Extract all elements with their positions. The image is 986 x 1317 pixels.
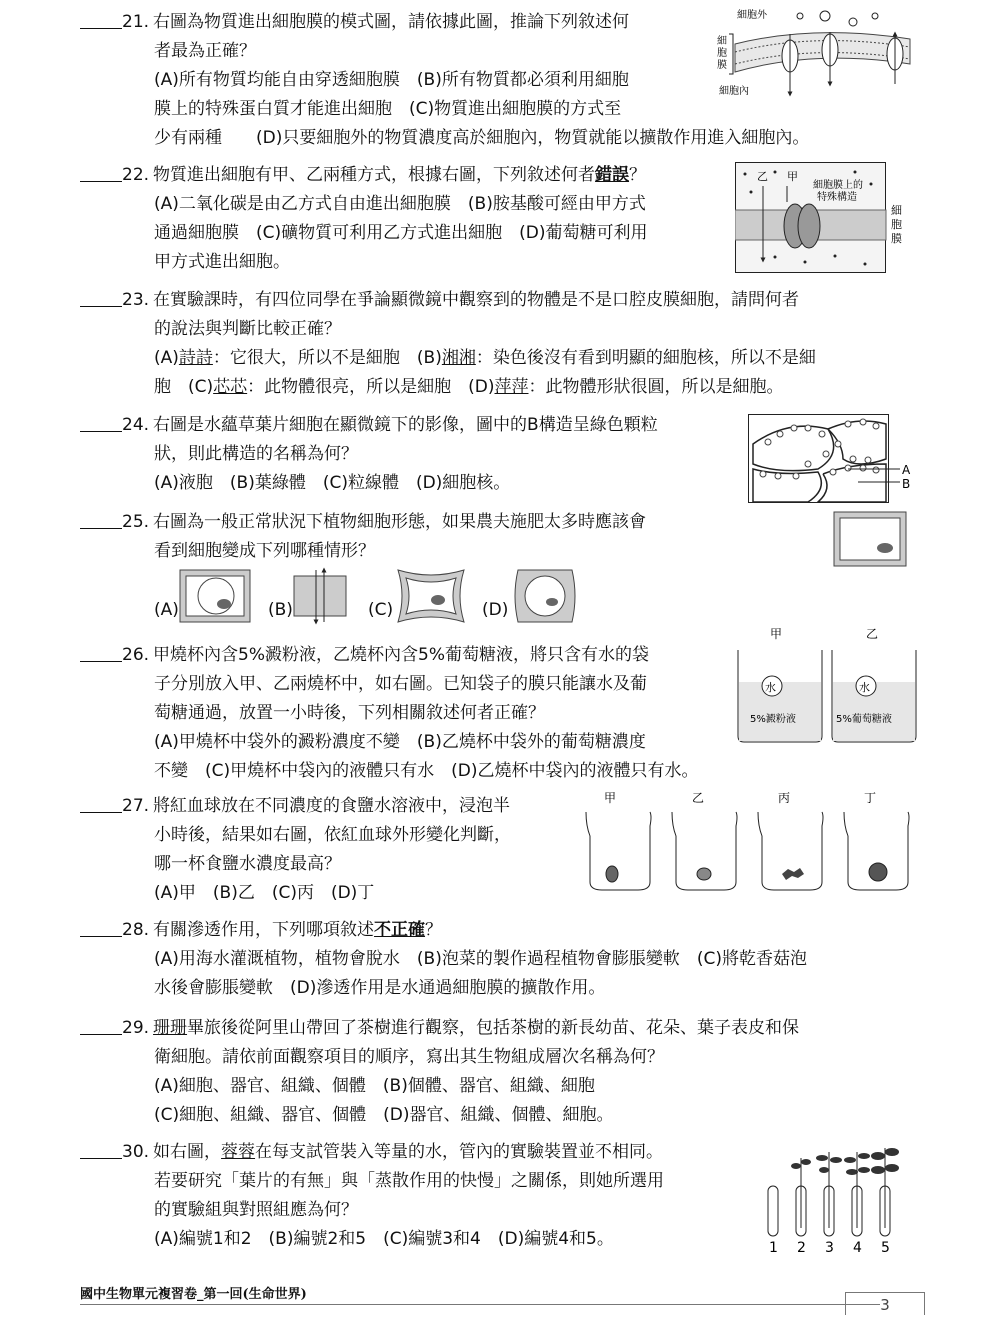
question-text: 者最為正確？: [154, 41, 256, 61]
option-text: (A): [154, 348, 179, 368]
student-name: 芯芯: [213, 377, 248, 397]
question-text: 畢旅後從阿里山帶回了茶樹進行觀察，包括茶樹的新長幼苗、花朵、葉子表皮和保: [187, 1018, 800, 1038]
question-text: 小時後，結果如右圖，依紅血球外形變化判斷，: [154, 825, 511, 845]
answer-blank[interactable]: [80, 510, 122, 529]
membrane-side-label: 細: [891, 204, 902, 217]
question-number: 28.: [122, 920, 150, 940]
question-number: 25.: [122, 512, 150, 532]
answer-blank[interactable]: [80, 794, 122, 813]
answer-blank[interactable]: [80, 1016, 122, 1035]
student-name: 湘湘: [441, 348, 476, 368]
option-text: ：此物體形狀很圓，所以是細胞。: [528, 377, 784, 397]
tube-number: 1: [769, 1240, 778, 1256]
question-29: [80, 1014, 799, 1130]
tube-number: 2: [797, 1240, 806, 1256]
question-number: 29.: [122, 1018, 150, 1038]
water-bag-label: 水: [859, 681, 870, 694]
question-text: 狀，則此構造的名稱為何？: [154, 444, 358, 464]
beaker-label: 甲: [604, 791, 617, 805]
transport-figure: [735, 162, 915, 274]
student-name: 蓉蓉: [221, 1142, 256, 1162]
option-text: 不變 (C)甲燒杯中袋內的液體只有水 (D)乙燒杯中袋內的液體只有水。: [154, 761, 699, 781]
footer-title: 國中生物單元複習卷_第一回(生命世界): [80, 1287, 307, 1302]
beaker-label: 丙: [778, 791, 791, 805]
two-beakers-figure: [734, 624, 920, 746]
option-text: (A)甲 (B)乙 (C)丙 (D)丁: [154, 883, 375, 903]
answer-blank[interactable]: [80, 10, 122, 29]
question-number: 21.: [122, 12, 150, 32]
membrane-label: 胞: [717, 48, 727, 59]
option-b: (B): [268, 600, 293, 620]
option-text: (A)二氧化碳是由乙方式自由進出細胞膜 (B)胺基酸可經由甲方式: [154, 194, 646, 214]
option-b-cell-icon: [290, 566, 350, 626]
option-c: (C): [368, 600, 394, 620]
question-text: 物質進出細胞有甲、乙兩種方式，根據右圖，下列敘述何者: [153, 165, 596, 185]
method-yi-label: 乙: [757, 170, 768, 183]
label-a: A: [902, 463, 911, 477]
protein-label: 特殊構造: [817, 192, 857, 203]
beaker-label: 丁: [864, 791, 877, 805]
option-text: ：它很大，所以不是細胞 (B): [212, 348, 442, 368]
protein-label: 細胞膜上的: [813, 180, 863, 191]
question-21: [80, 8, 809, 153]
four-beakers-figure: [582, 786, 912, 894]
option-text: ：此物體很亮，所以是細胞 (D): [247, 377, 495, 397]
option-text: 膜上的特殊蛋白質才能進出細胞 (C)物質進出細胞膜的方式至: [154, 99, 622, 119]
option-text: ：染色後沒有看到明顯的細胞核，所以不是細: [475, 348, 816, 368]
question-number: 26.: [122, 645, 150, 665]
starch-solution-label: 5%澱粉液: [750, 714, 796, 725]
question-text: 將紅血球放在不同濃度的食鹽水溶液中，浸泡半: [153, 796, 511, 816]
option-text: (A)所有物質均能自由穿透細胞膜 (B)所有物質都必須利用細胞: [154, 70, 629, 90]
question-number: 22.: [122, 165, 150, 185]
question-23: [80, 286, 816, 402]
option-text: (A)編號1和2 (B)編號2和5 (C)編號3和4 (D)編號4和5。: [154, 1229, 614, 1249]
membrane-outside-label: 細胞外: [737, 10, 767, 21]
answer-blank[interactable]: [80, 1140, 122, 1159]
question-text: 在每支試管裝入等量的水，管內的實驗裝置並不相同。: [255, 1142, 664, 1162]
membrane-label: 膜: [717, 60, 727, 71]
question-text: 衛細胞。請依前面觀察項目的順序，寫出其生物組成層次名稱為何？: [154, 1047, 664, 1067]
option-text: (A)細胞、器官、組織、個體 (B)個體、器官、組織、細胞: [154, 1076, 595, 1096]
question-text: 萄糖通過，放置一小時後，下列相關敘述何者正確？: [154, 703, 545, 723]
emphasis-text: 錯誤: [595, 165, 630, 185]
option-text: 胞 (C): [154, 377, 214, 397]
option-text: (A)用海水灌溉植物，植物會脫水 (B)泡菜的製作過程植物會膨脹變軟 (C)將乾香菇泡: [154, 949, 807, 969]
question-text: 如右圖，: [153, 1142, 222, 1162]
question-24: [80, 411, 658, 498]
question-number: 23.: [122, 290, 150, 310]
answer-blank[interactable]: [80, 163, 122, 182]
answer-blank[interactable]: [80, 643, 122, 662]
tube-number: 4: [853, 1240, 862, 1256]
leaf-cells-figure: [748, 414, 913, 504]
beaker-label: 乙: [692, 791, 705, 805]
answer-blank[interactable]: [80, 288, 122, 307]
question-number: 24.: [122, 415, 150, 435]
option-c-cell-icon: [394, 566, 468, 626]
label-b: B: [902, 477, 911, 491]
membrane-label: 細: [717, 36, 727, 47]
answer-blank[interactable]: [80, 413, 122, 432]
option-text: (A)液胞 (B)葉綠體 (C)粒線體 (D)細胞核。: [154, 473, 511, 493]
page-number: 3: [845, 1292, 925, 1315]
question-text: ？: [629, 165, 647, 185]
water-bag-label: 水: [765, 681, 776, 694]
answer-blank[interactable]: [80, 918, 122, 937]
question-28: [80, 916, 807, 1003]
option-text: (A)甲燒杯中袋外的澱粉濃度不變 (B)乙燒杯中袋外的葡萄糖濃度: [154, 732, 646, 752]
question-text: 右圖是水蘊草葉片細胞在顯微鏡下的影像，圖中的B構造呈綠色顆粒: [153, 415, 658, 435]
beaker-jia-label: 甲: [770, 627, 783, 641]
question-text: ？: [425, 920, 443, 940]
student-name: 珊珊: [153, 1018, 188, 1038]
membrane-side-label: 胞: [891, 218, 902, 231]
footer-divider: [80, 1304, 880, 1305]
option-a: (A): [154, 600, 179, 620]
membrane-side-label: 膜: [891, 232, 902, 245]
option-text: 少有兩種 (D)只要細胞外的物質濃度高於細胞內，物質就能以擴散作用進入細胞內。: [154, 128, 810, 148]
option-d: (D): [482, 600, 509, 620]
cell-membrane-figure: [715, 4, 915, 104]
student-name: 萍萍: [494, 377, 529, 397]
option-text: 通過細胞膜 (C)礦物質可利用乙方式進出細胞 (D)葡萄糖可利用: [154, 223, 648, 243]
question-text: 右圖為物質進出細胞膜的模式圖，請依據此圖，推論下列敘述何: [153, 12, 630, 32]
question-text: 右圖為一般正常狀況下植物細胞形態，如果農夫施肥太多時應該會: [153, 512, 647, 532]
question-27: [80, 792, 511, 908]
question-25: [80, 508, 646, 566]
option-a-cell-icon: [176, 566, 254, 626]
question-text: 的說法與判斷比較正確？: [154, 319, 341, 339]
question-text: 在實驗課時，有四位同學在爭論顯微鏡中觀察到的物體是不是口腔皮膜細胞，請問何者: [153, 290, 800, 310]
question-text: 哪一杯食鹽水濃度最高？: [154, 854, 341, 874]
question-26: [80, 641, 699, 786]
option-text: (C)細胞、組織、器官、個體 (D)器官、組織、個體、細胞。: [154, 1105, 614, 1125]
option-d-cell-icon: [508, 566, 582, 626]
question-text: 的實驗組與對照組應為何？: [154, 1200, 358, 1220]
question-number: 30.: [122, 1142, 150, 1162]
emphasis-text: 不正確: [374, 920, 426, 940]
membrane-inside-label: 細胞內: [719, 86, 749, 97]
option-text: 水後會膨脹變軟 (D)滲透作用是水通過細胞膜的擴散作用。: [154, 978, 606, 998]
question-text: 看到細胞變成下列哪種情形？: [154, 541, 375, 561]
question-30: [80, 1138, 664, 1254]
test-tubes-figure: [760, 1138, 910, 1258]
question-text: 有關滲透作用，下列哪項敘述: [153, 920, 375, 940]
method-jia-label: 甲: [787, 170, 798, 183]
question-22: [80, 161, 648, 277]
tube-number: 5: [881, 1240, 890, 1256]
question-text: 若要研究「葉片的有無」與「蒸散作用的快慢」之關係，則她所選用: [154, 1171, 664, 1191]
tube-number: 3: [825, 1240, 834, 1256]
question-text: 子分別放入甲、乙兩燒杯中，如右圖。已知袋子的膜只能讓水及葡: [154, 674, 647, 694]
option-text: 甲方式進出細胞。: [154, 252, 290, 272]
question-number: 27.: [122, 796, 150, 816]
beaker-yi-label: 乙: [866, 627, 879, 641]
plant-cell-normal-figure: [830, 508, 910, 570]
student-name: 詩詩: [178, 348, 213, 368]
question-text: 甲燒杯內含5%澱粉液，乙燒杯內含5%葡萄糖液，將只含有水的袋: [153, 645, 649, 665]
glucose-solution-label: 5%葡萄糖液: [836, 714, 892, 725]
